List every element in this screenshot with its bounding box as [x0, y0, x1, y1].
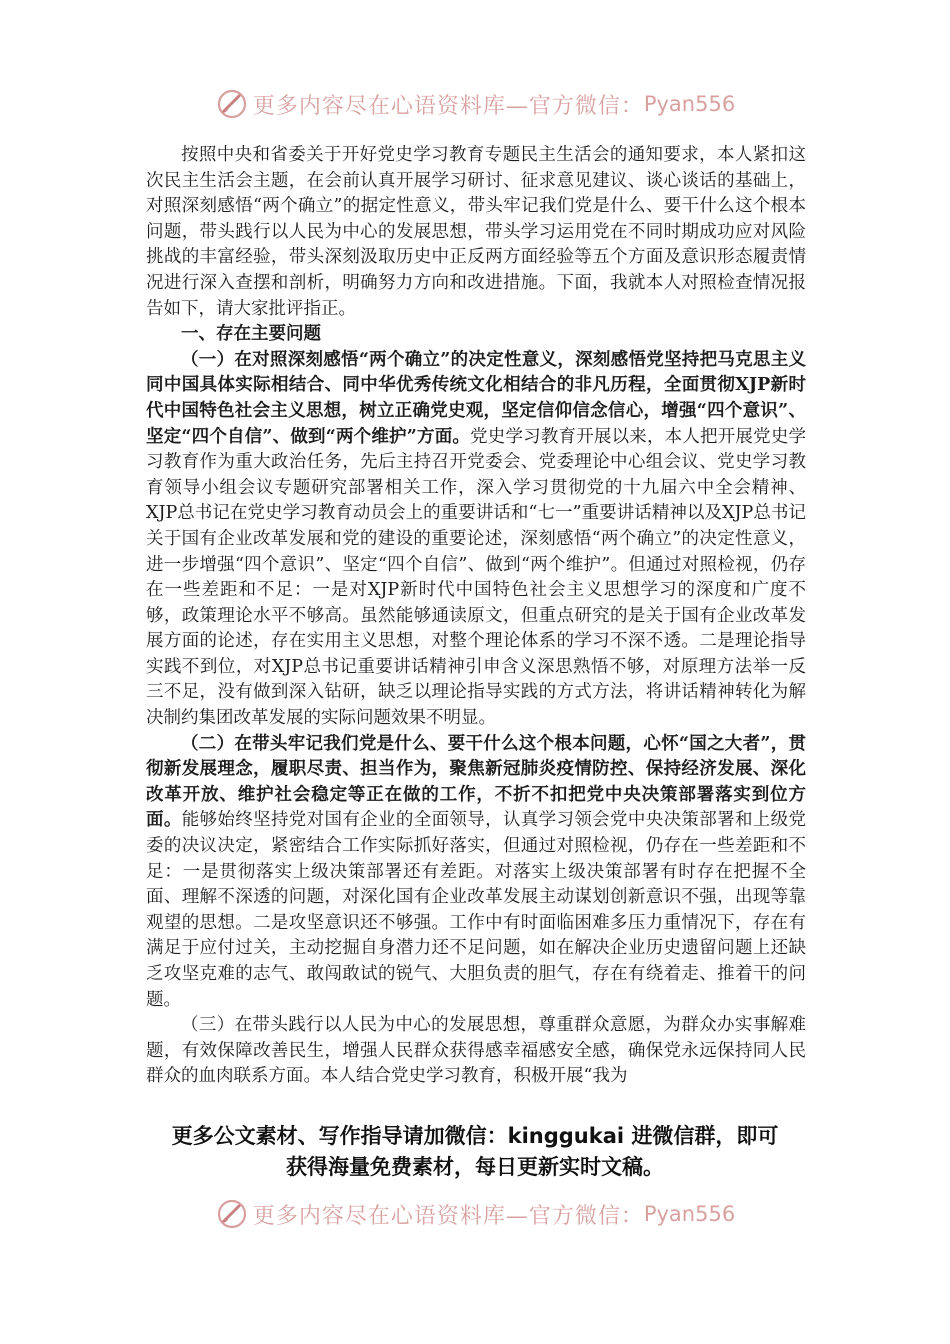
intro-paragraph: 按照中央和省委关于开好党史学习教育专题民主生活会的通知要求，本人紧扣这次民主生活会主题，在会前认真开展学习研讨、征求意见建议、谈心谈话的基础上，对照深刻感悟“两个确立”的据定性意义，带头牢记我们党是什么、要干什么这个根本问题，带头践行以人民为中心的发展思想，带头学习运用党在不同时期成功应对风险挑战的丰富经验，带头深刻汲取历史中正反两方面经验等五个方面及意识形态履责情况进行深入查摆和剖析，明确努力方向和改进措施。下面，我就本人对照检查情况报告如下，请大家批评指正。 [146, 145, 806, 319]
promo-line-2: 获得海量免费素材，每日更新实时文稿。 [286, 1155, 664, 1179]
brush-logo-icon [215, 87, 249, 121]
watermark-text: 更多内容尽在心语资料库—官方微信： [252, 93, 644, 119]
document-body [146, 143, 806, 1090]
item3-paragraph: （三）在带头践行以人民为中心的发展思想，尊重群众意愿，为群众办实事解难题，有效保障改善民生，增强人民群众获得感幸福感安全感，确保党永远保持同人民群众的血肉联系方面。本人结合党史学习教育，积极开展“我为 [146, 1015, 806, 1087]
watermark-footer [0, 1194, 950, 1234]
item1-paragraph [146, 348, 806, 732]
item1-lead: （一）在对照深刻感悟“两个确立”的决定性意义，深刻感悟党坚持把马克思主义同中国具体实际相结合、同中华优秀传统文化相结合的非凡历程，全面贯彻XJP新时代中国特色社会主义思想，树立正确党史观，坚定信仰信念信心，增强“四个意识”、坚定“四个自信”、做到“两个维护”方面。 [146, 349, 806, 447]
item2-paragraph [146, 732, 806, 1014]
watermark-id: Pyan556 [643, 92, 736, 116]
item2-lead: （二）在带头牢记我们党是什么、要干什么这个根本问题，心怀“国之大者”，贯彻新发展理念，履职尽责、担当作为，聚焦新冠肺炎疫情防控、保持经济发展、深化改革开放、维护社会稳定等正在做的工作，不折不扣把党中央决策部署落实到位方面。 [146, 733, 806, 831]
promo-banner [110, 1121, 840, 1183]
watermark-header [0, 84, 950, 124]
watermark-id: Pyan556 [643, 1202, 736, 1226]
item2-text: 能够始终坚持党对国有企业的全面领导，认真学习领会党中央决策部署和上级党委的决议决定，紧密结合工作实际抓好落实，但通过对照检视，仍存在一些差距和不足：一是贯彻落实上级决策部署还有差距。对落实上级决策部署有时存在把握不全面、理解不深透的问题，对深化国有企业改革发展主动谋划创新意识不强，出现等靠观望的思想。二是攻坚意识还不够强。工作中有时面临困难多压力重情况下，存在有满足于应付过关，主动挖掘自身潜力还不足问题，如在解决企业历史遗留问题上还缺乏攻坚克难的志气、敢闯敢试的锐气、大胆负责的胆气，存在有绕着走、推着干的问题。 [146, 810, 807, 1010]
brush-logo-icon [215, 1197, 249, 1231]
watermark-text: 更多内容尽在心语资料库—官方微信： [252, 1203, 644, 1229]
section-heading: 一、存在主要问题 [181, 324, 321, 345]
promo-line-1: 更多公文素材、写作指导请加微信：kinggukai 进微信群，即可 [171, 1124, 779, 1148]
item1-text: 党史学习教育开展以来，本人把开展党史学习教育作为重大政治任务，先后主持召开党委会、党委理论中心组会议、党史学习教育领导小组会议专题研究部署相关工作，深入学习贯彻党的十九届六中全会精神、XJP总书记在党史学习教育动员会上的重要讲话和“七一”重要讲话精神以及XJP总书记关于国有企业改革发展和党的建设的重要论述，深刻感悟“两个确立”的决定性意义，进一步增强“四个意识”、坚定“四个自信”、做到“两个维护”。但通过对照检视，仍存在一些差距和不足：一是对XJP新时代中国特色社会主义思想学习的深度和广度不够，政策理论水平不够高。虽然能够通读原文，但重点研究的是关于国有企业改革发展方面的论述，存在实用主义思想，对整个理论体系的学习不深不透。二是理论指导实践不到位，对XJP总书记重要讲话精神引申含义深思熟悟不够，对原理方法举一反三不足，没有做到深入钻研，缺乏以理论指导实践的方式方法，将讲话精神转化为解决制约集团改革发展的实际问题效果不明显。 [146, 426, 807, 729]
